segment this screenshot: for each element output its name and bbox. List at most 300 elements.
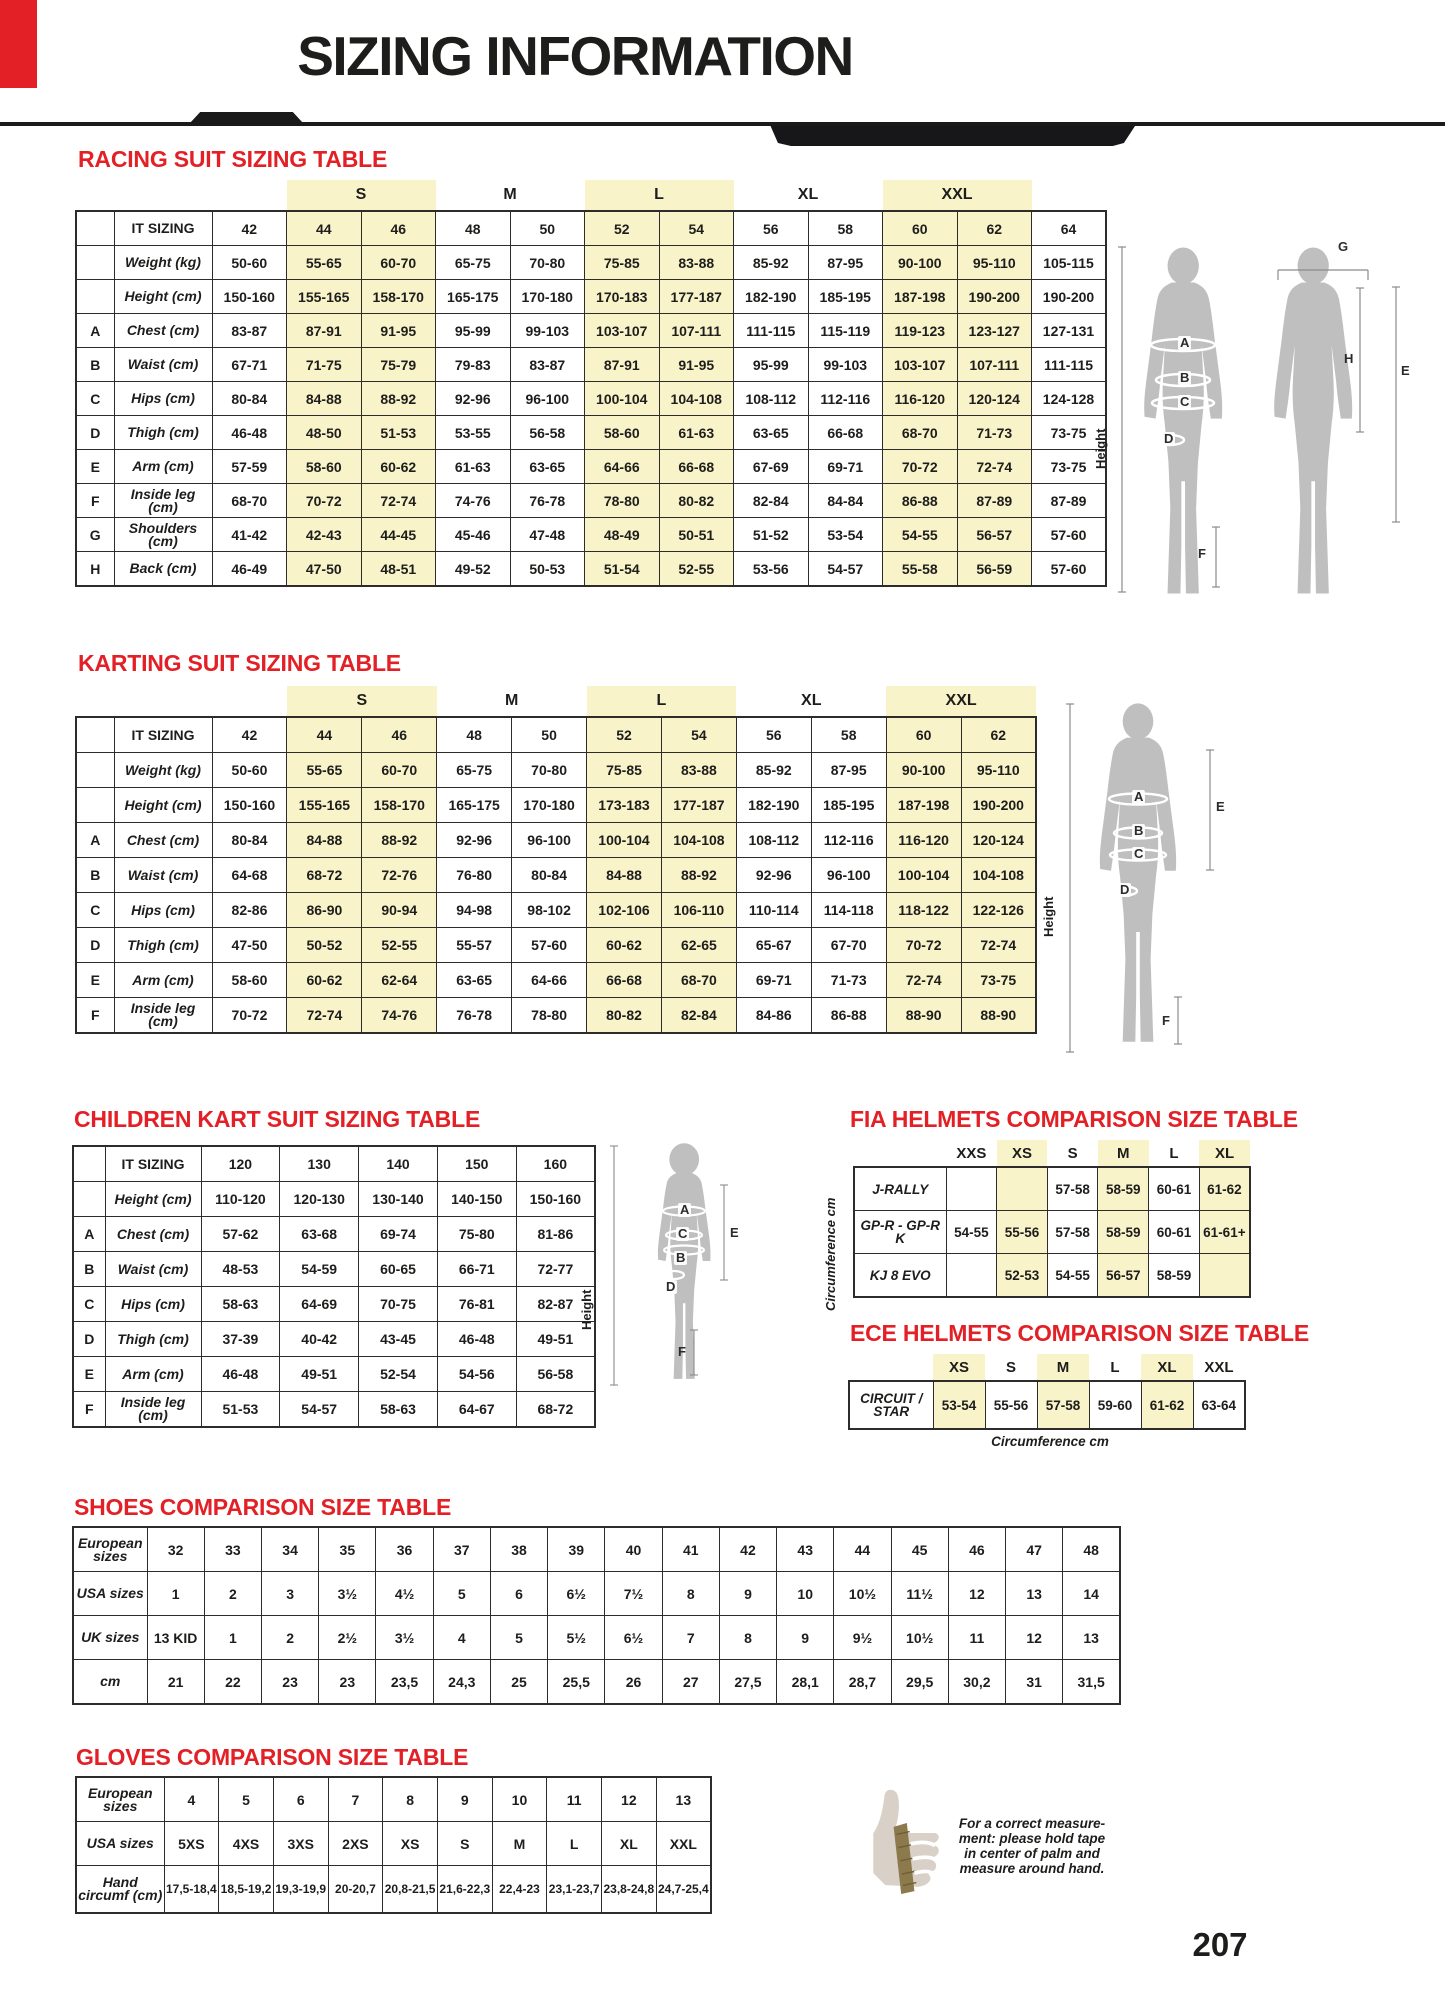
cell: 190-200: [961, 788, 1036, 823]
row-label-arm-cm: Arm (cm): [105, 1357, 201, 1392]
size-col-xxl: XXL: [1204, 1358, 1234, 1376]
cell: 52-54: [359, 1357, 438, 1392]
size-col-160: 160: [516, 1146, 595, 1182]
cell: 4XS: [219, 1822, 274, 1866]
note-line: measure around hand.: [959, 1861, 1105, 1876]
cell: 170-183: [585, 280, 660, 314]
cell: 58-60: [287, 450, 362, 484]
cell: 61-61+: [1199, 1211, 1250, 1254]
cell: 96-100: [811, 858, 886, 893]
cell: 11: [547, 1777, 602, 1822]
cell: 2XS: [328, 1822, 383, 1866]
karting-e-label: E: [1216, 799, 1225, 814]
cell: 10: [492, 1777, 547, 1822]
cell: 5: [219, 1777, 274, 1822]
row-letter: G: [76, 518, 114, 552]
cell: 68-70: [883, 416, 958, 450]
cell: 47: [1006, 1527, 1063, 1572]
cell: 74-76: [362, 998, 437, 1034]
cell: 57-58: [1047, 1167, 1098, 1211]
size-col-s: S: [1067, 1144, 1078, 1162]
row-letter: [76, 788, 114, 823]
size-col-60: 60: [886, 717, 961, 753]
cell: 27,5: [719, 1660, 776, 1705]
fia-helmets-heading: FIA HELMETS COMPARISON SIZE TABLE: [850, 1106, 1298, 1132]
racing-g-label: G: [1338, 239, 1349, 254]
cell: 28,1: [777, 1660, 834, 1705]
karting-a-label: A: [1134, 789, 1144, 804]
cell: 110-114: [736, 893, 811, 928]
cell: 52-55: [362, 928, 437, 963]
cell: 62-64: [362, 963, 437, 998]
cell: 70-72: [886, 928, 961, 963]
cell: 84-86: [736, 998, 811, 1034]
cell: 29,5: [891, 1660, 948, 1705]
cell: 12: [1006, 1616, 1063, 1660]
cell: 69-74: [359, 1217, 438, 1252]
row-letter: B: [76, 858, 114, 893]
cell: 51-53: [361, 416, 436, 450]
cell: 64-67: [437, 1392, 516, 1428]
cell: 46-48: [437, 1322, 516, 1357]
cell: 28,7: [834, 1660, 891, 1705]
cell: 65-67: [736, 928, 811, 963]
cell: 187-198: [886, 788, 961, 823]
cell: 88-92: [362, 823, 437, 858]
cell: 23: [261, 1660, 318, 1705]
cell: 53-54: [933, 1381, 985, 1429]
cell: 70-72: [883, 450, 958, 484]
group-spacer: [1032, 180, 1107, 211]
cell: 63-65: [510, 450, 585, 484]
cell: 120-124: [961, 823, 1036, 858]
cell: 88-92: [661, 858, 736, 893]
header-tab-shape: [190, 112, 303, 123]
karting-c-label: C: [1134, 846, 1144, 861]
cell: 7½: [605, 1572, 662, 1616]
cell: 37-39: [201, 1322, 280, 1357]
cell: M: [492, 1822, 547, 1866]
racing-b-label: B: [1180, 370, 1190, 385]
row-letter: D: [76, 928, 114, 963]
cell: 42: [719, 1527, 776, 1572]
size-group-s: S: [287, 180, 436, 211]
racing-c-label: C: [1180, 394, 1190, 409]
cell: 19,3-19,9: [273, 1866, 328, 1914]
size-group-s: S: [287, 686, 437, 717]
row-label-usa-sizes: USA sizes: [76, 1822, 164, 1866]
cell: 10½: [891, 1616, 948, 1660]
cell: 7: [328, 1777, 383, 1822]
size-col-xl: XL: [1199, 1140, 1250, 1167]
size-col-42: 42: [212, 717, 287, 753]
row-label-height-cm: Height (cm): [114, 788, 212, 823]
cell: 67-70: [811, 928, 886, 963]
cell: 54-55: [1047, 1254, 1098, 1298]
cell: 65-75: [437, 753, 512, 788]
cell: 115-119: [808, 314, 883, 348]
row-letter: E: [73, 1357, 105, 1392]
cell: 91-95: [361, 314, 436, 348]
row-label-arm-cm: Arm (cm): [114, 963, 212, 998]
cell: 127-131: [1032, 314, 1107, 348]
group-spacer: [76, 686, 212, 717]
cell: 95-110: [957, 246, 1032, 280]
cell: 37: [433, 1527, 490, 1572]
cell: 26: [605, 1660, 662, 1705]
cell: XL: [602, 1822, 657, 1866]
cell: 150-160: [212, 280, 287, 314]
size-group-xl: XL: [797, 186, 819, 203]
row-label-hand-circumf-cm: Hand circumf (cm): [76, 1866, 164, 1914]
cell: 130-140: [359, 1182, 438, 1217]
karting-f-label: F: [1162, 1013, 1170, 1028]
cell: 59-60: [1089, 1381, 1141, 1429]
karting-table-heading: KARTING SUIT SIZING TABLE: [78, 650, 401, 676]
cell: 90-100: [883, 246, 958, 280]
cell: 63-65: [437, 963, 512, 998]
cell: 54-56: [437, 1357, 516, 1392]
size-col-62: 62: [957, 211, 1032, 246]
row-label-cm: cm: [73, 1660, 147, 1705]
cell: 85-92: [734, 246, 809, 280]
size-col-54: 54: [659, 211, 734, 246]
group-spacer: [212, 686, 287, 717]
cell: 14: [1063, 1572, 1120, 1616]
cell: 6: [273, 1777, 328, 1822]
cell: 61-62: [1199, 1167, 1250, 1211]
cell: 33: [204, 1527, 261, 1572]
fia-helmets-table-grid: [853, 1140, 1251, 1298]
cell: 61-63: [659, 416, 734, 450]
cell: 96-100: [512, 823, 587, 858]
size-col-56: 56: [734, 211, 809, 246]
cell: 58-59: [1098, 1167, 1149, 1211]
cell: 108-112: [734, 382, 809, 416]
cell: 119-123: [883, 314, 958, 348]
cell: 190-200: [1032, 280, 1107, 314]
row-label-circuit-star: CIRCUIT / STAR: [849, 1381, 933, 1429]
cell: 177-187: [659, 280, 734, 314]
cell: 57-60: [512, 928, 587, 963]
cell: [1199, 1254, 1250, 1298]
cell: 84-88: [587, 858, 662, 893]
ece-helmets-table-grid: [848, 1354, 1246, 1430]
cell: 49-52: [436, 552, 511, 587]
cell: 68-70: [212, 484, 287, 518]
row-label-j-rally: J-RALLY: [854, 1167, 946, 1211]
cell: 82-86: [212, 893, 287, 928]
size-col-l: L: [1110, 1358, 1120, 1376]
cell: 73-75: [1032, 450, 1107, 484]
row-label-european-sizes: European sizes: [76, 1777, 164, 1822]
cell: 116-120: [886, 823, 961, 858]
cell: 20,8-21,5: [383, 1866, 438, 1914]
cell: 10: [777, 1572, 834, 1616]
size-col-52: 52: [587, 717, 662, 753]
cell: 70-75: [359, 1287, 438, 1322]
cell: 50-52: [287, 928, 362, 963]
cell: 185-195: [808, 280, 883, 314]
cell: 50-53: [510, 552, 585, 587]
cell: 92-96: [736, 858, 811, 893]
fia-circumference-label: Circumference cm: [823, 1197, 838, 1311]
cell: 3½: [376, 1616, 433, 1660]
cell: 11½: [891, 1572, 948, 1616]
cell: 63-64: [1193, 1381, 1245, 1429]
cell: 24,3: [433, 1660, 490, 1705]
cell: 25,5: [548, 1660, 605, 1705]
size-group-xxl: XXL: [886, 686, 1036, 717]
row-label-waist-cm: Waist (cm): [114, 858, 212, 893]
cell: 13: [1006, 1572, 1063, 1616]
cell: 48-53: [201, 1252, 280, 1287]
cell: 64-66: [585, 450, 660, 484]
cell: 87-89: [957, 484, 1032, 518]
cell: 56-57: [957, 518, 1032, 552]
cell: 55-65: [287, 753, 362, 788]
cell: 50-60: [212, 246, 287, 280]
cell: 87-91: [287, 314, 362, 348]
cell: 60-70: [361, 246, 436, 280]
cell: 190-200: [957, 280, 1032, 314]
cell: 140-150: [437, 1182, 516, 1217]
karting-d-label: D: [1120, 882, 1130, 897]
cell: 13: [1063, 1616, 1120, 1660]
cell: 95-110: [961, 753, 1036, 788]
cell: 7: [662, 1616, 719, 1660]
row-label-thigh-cm: Thigh (cm): [105, 1322, 201, 1357]
child-silhouette-image: [592, 1130, 787, 1430]
cell: 120-130: [280, 1182, 359, 1217]
cell: 64-69: [280, 1287, 359, 1322]
cell: 57-60: [1032, 552, 1107, 587]
cell: 42-43: [287, 518, 362, 552]
cell: 9: [719, 1572, 776, 1616]
row-label-uk-sizes: UK sizes: [73, 1616, 147, 1660]
row-letter: B: [76, 348, 114, 382]
row-label-weight-kg: Weight (kg): [114, 246, 212, 280]
cell: 57-58: [1037, 1381, 1089, 1429]
cell: 78-80: [585, 484, 660, 518]
cell: 63-68: [280, 1217, 359, 1252]
cell: 58-59: [1149, 1254, 1200, 1298]
karting-suit-table: [75, 686, 1037, 1034]
row-letter: [73, 1182, 105, 1217]
children-d-label: D: [666, 1279, 676, 1294]
header-band-shape: [765, 126, 1135, 146]
row-label-kj-8-evo: KJ 8 EVO: [854, 1254, 946, 1298]
size-col-m: M: [1098, 1140, 1149, 1167]
cell: 25: [490, 1660, 547, 1705]
cell: 55-56: [997, 1211, 1048, 1254]
cell: 108-112: [736, 823, 811, 858]
cell: 43: [777, 1527, 834, 1572]
racing-measurement-figure: [1093, 192, 1433, 602]
cell: 8: [383, 1777, 438, 1822]
size-group-m: M: [503, 186, 517, 203]
cell: 76-80: [437, 858, 512, 893]
shoes-comparison-table: [72, 1526, 1121, 1705]
ece-helmets-table: [848, 1354, 1246, 1430]
size-col-64: 64: [1032, 211, 1107, 246]
children-e-label: E: [730, 1225, 739, 1240]
cell: 56-57: [1098, 1254, 1149, 1298]
cell: 67-69: [734, 450, 809, 484]
cell: 165-175: [437, 788, 512, 823]
cell: 58-60: [585, 416, 660, 450]
cell: 58-63: [359, 1392, 438, 1428]
cell: 56-58: [516, 1357, 595, 1392]
cell: 23,5: [376, 1660, 433, 1705]
cell: 31,5: [1063, 1660, 1120, 1705]
cell: 81-86: [516, 1217, 595, 1252]
cell: 82-84: [734, 484, 809, 518]
it-sizing-label: IT SIZING: [114, 211, 212, 246]
cell: 75-79: [361, 348, 436, 382]
row-letter: C: [76, 382, 114, 416]
cell: 95-99: [436, 314, 511, 348]
cell: 96-100: [510, 382, 585, 416]
cell: 47-48: [510, 518, 585, 552]
racing-table-heading: RACING SUIT SIZING TABLE: [78, 146, 388, 172]
cell: 72-74: [287, 998, 362, 1034]
cell: 68-70: [661, 963, 736, 998]
cell: 100-104: [585, 382, 660, 416]
cell: 182-190: [736, 788, 811, 823]
cell: 51-54: [585, 552, 660, 587]
cell: 24,7-25,4: [656, 1866, 711, 1914]
children-kart-suit-table-grid: [72, 1145, 596, 1428]
cell: 48: [1063, 1527, 1120, 1572]
children-c-label: C: [678, 1226, 688, 1241]
cell: 66-68: [587, 963, 662, 998]
cell: 49-51: [280, 1357, 359, 1392]
size-group-l: L: [587, 686, 737, 717]
row-label-thigh-cm: Thigh (cm): [114, 416, 212, 450]
cell: 54-59: [280, 1252, 359, 1287]
cell: 61-62: [1141, 1381, 1193, 1429]
cell: 165-175: [436, 280, 511, 314]
cell: 58-63: [201, 1287, 280, 1322]
cell: 17,5-18,4: [164, 1866, 219, 1914]
cell: 56-59: [957, 552, 1032, 587]
row-label-hips-cm: Hips (cm): [114, 893, 212, 928]
row-label-arm-cm: Arm (cm): [114, 450, 212, 484]
size-col-140: 140: [359, 1146, 438, 1182]
row-letter: [76, 280, 114, 314]
size-col-54: 54: [661, 717, 736, 753]
cell: 170-180: [512, 788, 587, 823]
ece-helmets-heading: ECE HELMETS COMPARISON SIZE TABLE: [850, 1320, 1309, 1346]
cell: 69-71: [736, 963, 811, 998]
cell: 21: [147, 1660, 204, 1705]
cell: 51-52: [734, 518, 809, 552]
letter-header-cell: [76, 211, 114, 246]
row-letter: F: [76, 998, 114, 1034]
racing-a-label: A: [1180, 335, 1190, 350]
cell: 3½: [319, 1572, 376, 1616]
cell: 91-95: [659, 348, 734, 382]
cell: 55-65: [287, 246, 362, 280]
cell: 45: [891, 1527, 948, 1572]
cell: 54-55: [883, 518, 958, 552]
cell: 104-108: [961, 858, 1036, 893]
cell: 69-71: [808, 450, 883, 484]
cell: 78-80: [512, 998, 587, 1034]
row-label-weight-kg: Weight (kg): [114, 753, 212, 788]
cell: 66-71: [437, 1252, 516, 1287]
cell: 46-48: [212, 416, 287, 450]
cell: 4½: [376, 1572, 433, 1616]
cell: 92-96: [436, 382, 511, 416]
cell: 53-54: [808, 518, 883, 552]
racing-d-label: D: [1164, 431, 1174, 446]
cell: 46-48: [201, 1357, 280, 1392]
cell: 60-62: [587, 928, 662, 963]
cell: 66-68: [808, 416, 883, 450]
row-label-european-sizes: European sizes: [73, 1527, 147, 1572]
row-label-hips-cm: Hips (cm): [114, 382, 212, 416]
note-line: ment: please hold tape: [958, 1831, 1106, 1846]
row-letter: C: [76, 893, 114, 928]
cell: 110-120: [201, 1182, 280, 1217]
cell: 150-160: [212, 788, 287, 823]
size-col-xs: XS: [997, 1140, 1048, 1167]
cell: 4: [164, 1777, 219, 1822]
cell: 106-110: [661, 893, 736, 928]
cell: 51-53: [201, 1392, 280, 1428]
row-label-usa-sizes: USA sizes: [73, 1572, 147, 1616]
cell: 83-87: [510, 348, 585, 382]
cell: 122-126: [961, 893, 1036, 928]
cell: 70-72: [212, 998, 287, 1034]
cell: 79-83: [436, 348, 511, 382]
cell: 46: [948, 1527, 1005, 1572]
cell: 187-198: [883, 280, 958, 314]
cell: 5½: [548, 1616, 605, 1660]
cell: 75-85: [587, 753, 662, 788]
cell: 105-115: [1032, 246, 1107, 280]
body-silhouettes-image: [1098, 192, 1433, 602]
size-group-xl: XL: [801, 692, 822, 709]
cell: 123-127: [957, 314, 1032, 348]
cell: 1: [147, 1572, 204, 1616]
size-col-50: 50: [512, 717, 587, 753]
size-col-46: 46: [361, 211, 436, 246]
cell: 58-60: [212, 963, 287, 998]
cell: 80-84: [212, 382, 287, 416]
cell: 3: [261, 1572, 318, 1616]
cell: 104-108: [659, 382, 734, 416]
cell: 71-73: [811, 963, 886, 998]
cell: 112-116: [808, 382, 883, 416]
row-label-gp-r-gp-r-k: GP-R - GP-R K: [854, 1211, 946, 1254]
row-letter: E: [76, 963, 114, 998]
racing-suit-table: [75, 180, 1107, 587]
cell: 45-46: [436, 518, 511, 552]
cell: 22,4-23: [492, 1866, 547, 1914]
cell: 72-74: [886, 963, 961, 998]
cell: 75-80: [437, 1217, 516, 1252]
karting-height-label: Height: [1041, 896, 1056, 937]
note-line: For a correct measure-: [958, 1816, 1106, 1831]
page-number: 207: [1192, 1926, 1248, 1963]
cell: 58-59: [1098, 1211, 1149, 1254]
cell: 70-72: [287, 484, 362, 518]
size-col-48: 48: [436, 211, 511, 246]
cell: 103-107: [883, 348, 958, 382]
